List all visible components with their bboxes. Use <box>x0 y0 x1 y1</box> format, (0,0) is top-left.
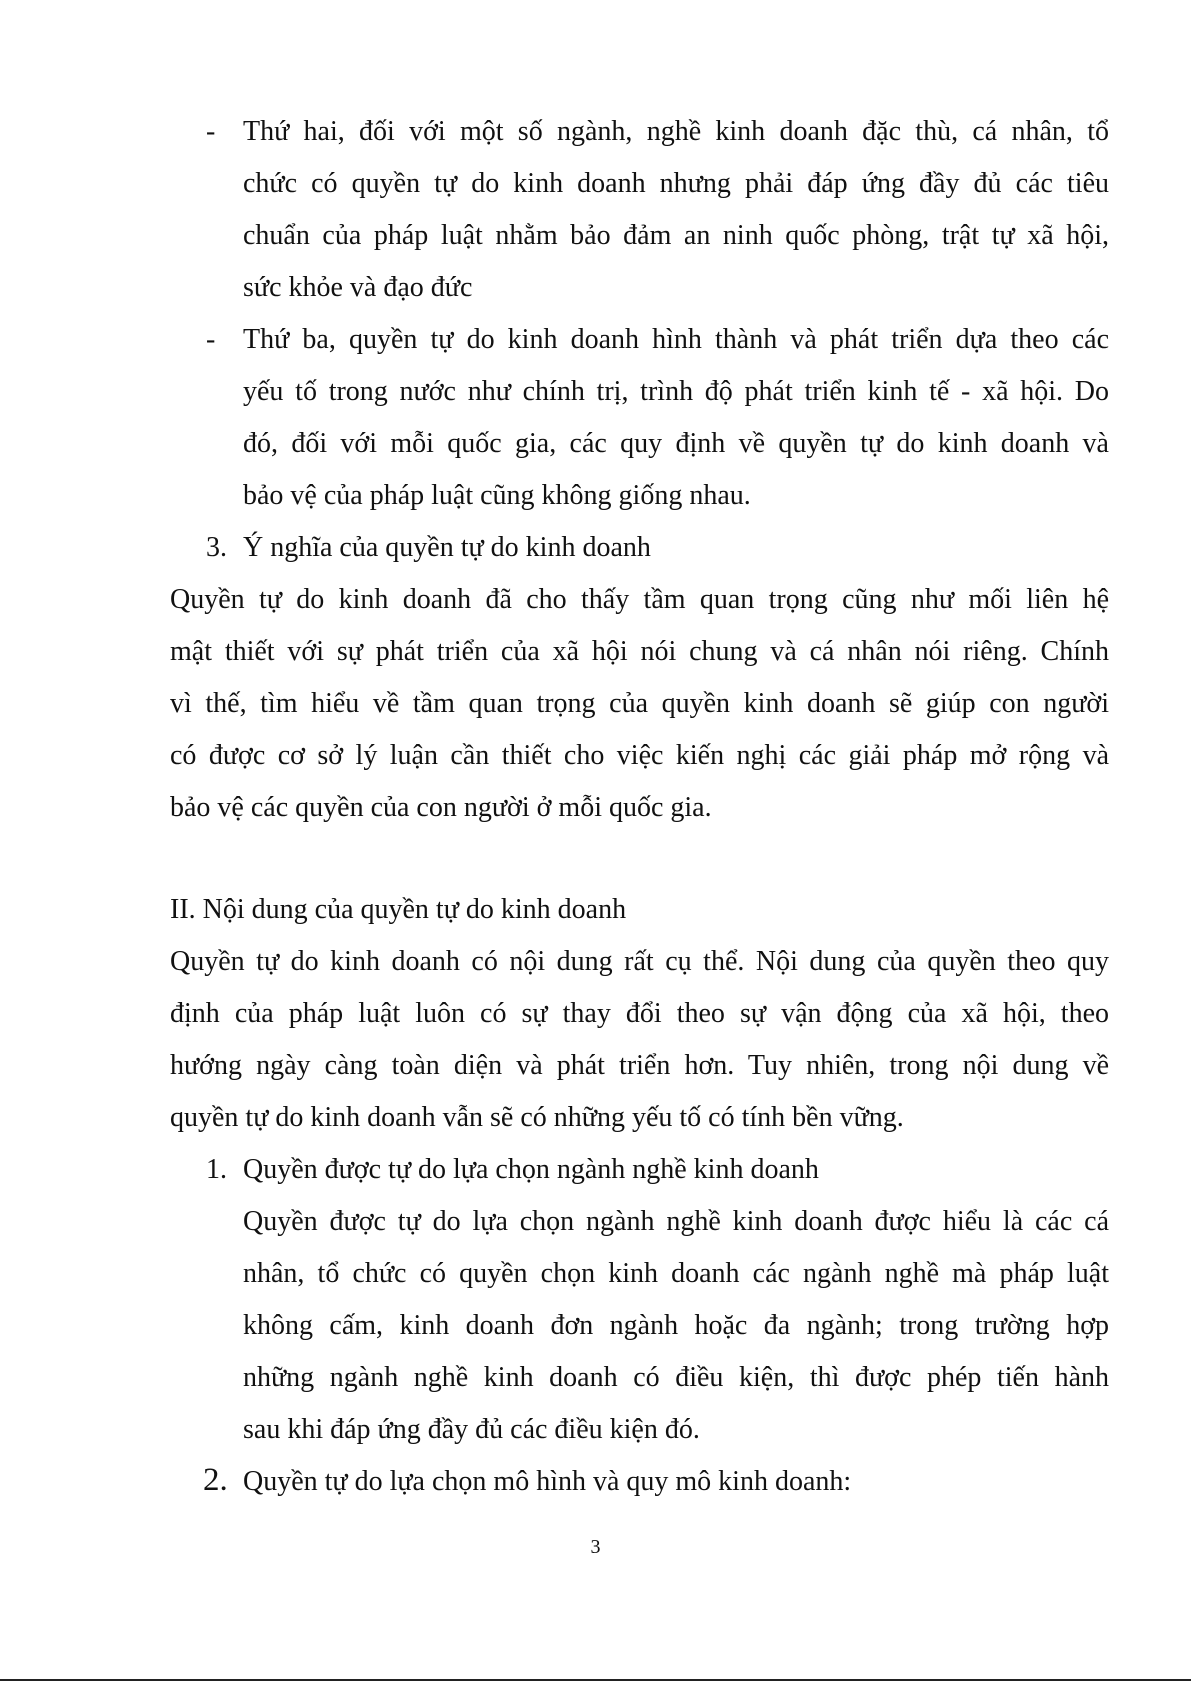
bullet-2-line-3: đó, đối với mỗi quốc gia, các quy định về quyền tự do kinh doanh và <box>243 428 1109 459</box>
bullet-2-line-2: yếu tố trong nước như chính trị, trình độ phát triển kinh tế - xã hội. Do <box>243 376 1109 407</box>
para-1-line-4: có được cơ sở lý luận cần thiết cho việc kiến nghị các giải pháp mở rộng và <box>170 740 1109 771</box>
bullet-1-line-3: chuẩn của pháp luật nhằm bảo đảm an ninh quốc phòng, trật tự xã hội, <box>243 220 1109 251</box>
list-number-3: 3. <box>206 532 227 563</box>
item-1-heading: Quyền được tự do lựa chọn ngành nghề kinh doanh <box>243 1154 819 1185</box>
para-1-line-3: vì thế, tìm hiểu về tầm quan trọng của quyền kinh doanh sẽ giúp con người <box>170 688 1109 719</box>
item-1-line-4: những ngành nghề kinh doanh có điều kiện, thì được phép tiến hành <box>243 1362 1109 1393</box>
bullet-2-line-1: Thứ ba, quyền tự do kinh doanh hình thành và phát triển dựa theo các <box>243 324 1109 355</box>
bullet-2-line-4: bảo vệ của pháp luật cũng không giống nhau. <box>243 480 751 511</box>
page-number: 3 <box>590 1536 601 1558</box>
bullet-marker: - <box>206 116 216 147</box>
bullet-1-line-4: sức khỏe và đạo đức <box>243 272 473 303</box>
bullet-1-line-2: chức có quyền tự do kinh doanh nhưng phải đáp ứng đầy đủ các tiêu <box>243 168 1109 199</box>
para-2-line-1: Quyền tự do kinh doanh có nội dung rất cụ thể. Nội dung của quyền theo quy <box>170 946 1109 977</box>
item-2-heading: Quyền tự do lựa chọn mô hình và quy mô kinh doanh: <box>243 1466 852 1497</box>
bottom-rule <box>0 1679 1191 1681</box>
item-1-line-3: không cấm, kinh doanh đơn ngành hoặc đa ngành; trong trường hợp <box>243 1310 1109 1341</box>
bullet-marker: - <box>206 324 216 355</box>
item-1-line-5: sau khi đáp ứng đầy đủ các điều kiện đó. <box>243 1414 700 1445</box>
item-3-heading: Ý nghĩa của quyền tự do kinh doanh <box>243 532 651 563</box>
para-2-line-2: định của pháp luật luôn có sự thay đổi theo sự vận động của xã hội, theo <box>170 998 1109 1029</box>
section-2-heading: II. Nội dung của quyền tự do kinh doanh <box>170 894 627 925</box>
item-1-line-2: nhân, tổ chức có quyền chọn kinh doanh các ngành nghề mà pháp luật <box>243 1258 1109 1289</box>
para-2-line-3: hướng ngày càng toàn diện và phát triển hơn. Tuy nhiên, trong nội dung về <box>170 1050 1109 1081</box>
list-number-2: 2. <box>203 1462 228 1498</box>
para-1-line-5: bảo vệ các quyền của con người ở mỗi quốc gia. <box>170 792 712 823</box>
para-1-line-1: Quyền tự do kinh doanh đã cho thấy tầm quan trọng cũng như mối liên hệ <box>170 584 1109 615</box>
bullet-1-line-1: Thứ hai, đối với một số ngành, nghề kinh doanh đặc thù, cá nhân, tổ <box>243 116 1109 147</box>
para-1-line-2: mật thiết với sự phát triển của xã hội nói chung và cá nhân nói riêng. Chính <box>170 636 1109 667</box>
list-number-1: 1. <box>206 1154 227 1185</box>
para-2-line-4: quyền tự do kinh doanh vẫn sẽ có những yếu tố có tính bền vững. <box>170 1102 904 1133</box>
item-1-line-1: Quyền được tự do lựa chọn ngành nghề kinh doanh được hiểu là các cá <box>243 1206 1109 1237</box>
